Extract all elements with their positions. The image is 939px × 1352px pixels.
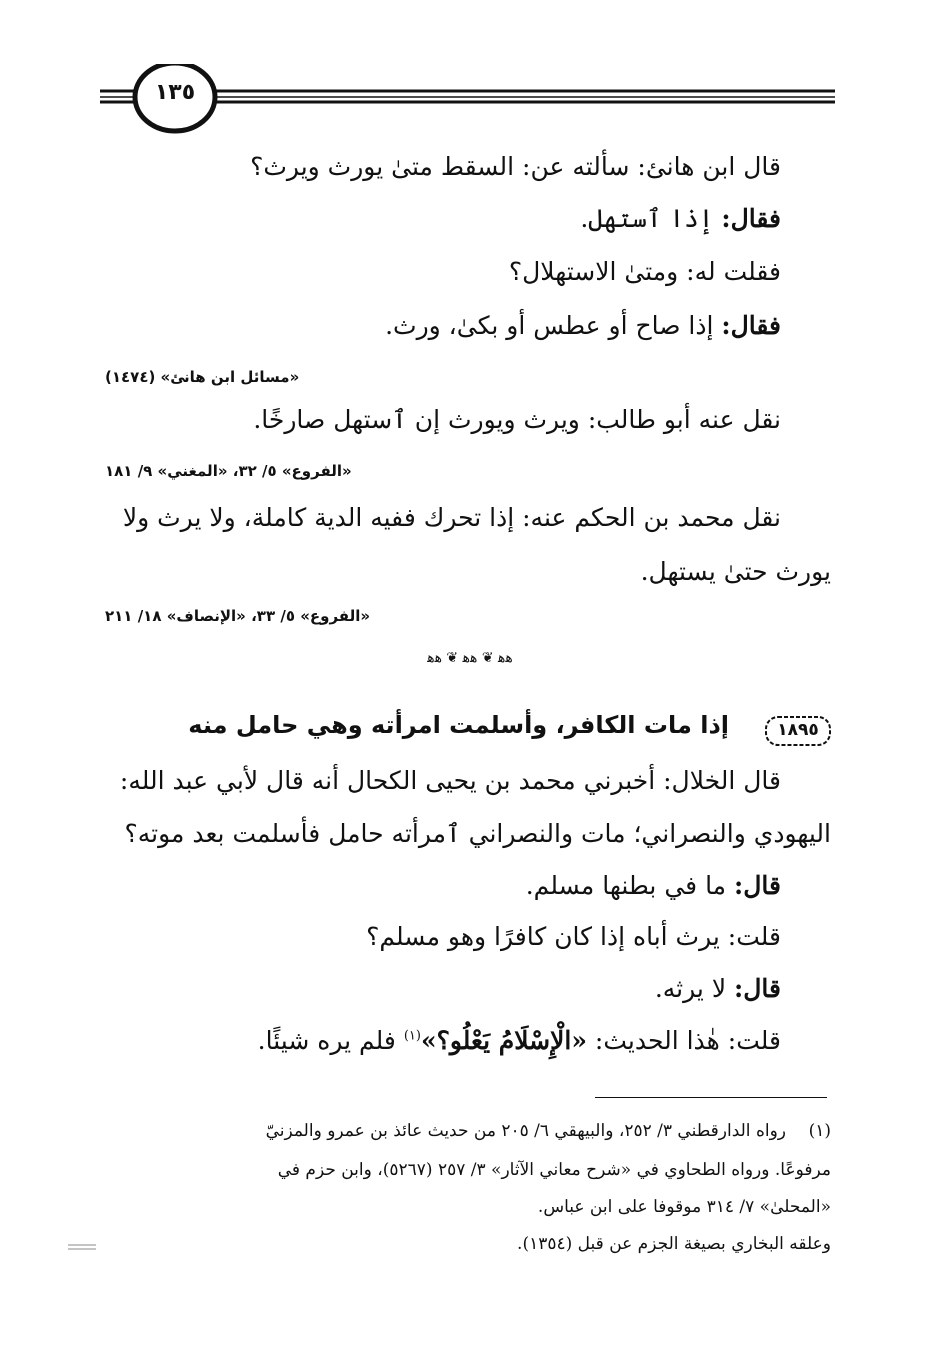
- section-title: إذا مات الكافر، وأسلمت امرأته وهي حامل منه: [188, 711, 729, 739]
- ornament-divider: ﻫﻫ ❦ ﻫﻫ ❦ ﻫﻫ: [427, 650, 513, 666]
- text-line: قال ابن هانئ: سألته عن: السقط متىٰ يورث ويرث؟: [250, 152, 781, 181]
- section-number: ١٨٩٥: [777, 720, 819, 740]
- section-number-badge: [763, 713, 833, 749]
- line-text: قلت: هٰذا الحديث:: [586, 1026, 781, 1055]
- speaker-label: فقال:: [721, 204, 781, 233]
- text-line: نقل محمد بن الحكم عنه: إذا تحرك ففيه الدية كاملة، ولا يرث ولا: [122, 503, 781, 532]
- footnote-line: وعلقه البخاري بصيغة الجزم عن قبل (١٣٥٤).: [517, 1234, 831, 1254]
- line-text: إذا صاح أو عطس أو بكىٰ، ورث.: [385, 311, 722, 340]
- line-text: فلم يره شيئًا.: [257, 1026, 404, 1055]
- text-line: قال الخلال: أخبرني محمد بن يحيى الكحال أنه قال لأبي عبد الله:: [119, 766, 781, 795]
- source-reference: «مسائل ابن هانئ» (١٤٧٤): [105, 368, 300, 386]
- footnote-line: مرفوعًا. ورواه الطحاوي في «شرح معاني الآثار» ٣/ ٢٥٧ (٥٢٦٧)، وابن حزم في: [277, 1160, 831, 1180]
- text-line: [526, 871, 781, 901]
- speaker-label: قال:: [734, 974, 781, 1003]
- text-line: [385, 311, 781, 341]
- text-line: فقلت له: ومتىٰ الاستهلال؟: [508, 257, 781, 286]
- page-number: ١٣٥: [154, 80, 196, 105]
- text-line: اليهودي والنصراني؛ مات والنصراني ٱمرأته حامل فأسلمت بعد موته؟: [124, 819, 831, 848]
- text-line: [655, 974, 781, 1004]
- hadith-quote: «الْإِسْلَامُ يَعْلُو؟»: [420, 1026, 587, 1055]
- text-line: [258, 1026, 781, 1056]
- line-text: إذا ٱستهل.: [580, 204, 722, 233]
- footnote-ref: (١): [403, 1028, 421, 1044]
- source-reference: «الفروع» ٥/ ٣٢، «المغني» ٩/ ١٨١: [105, 462, 352, 480]
- speaker-label: فقال:: [721, 311, 781, 340]
- text-line: قلت: يرث أباه إذا كان كافرًا وهو مسلم؟: [366, 922, 781, 951]
- footnote-line: «المحلىٰ» ٧/ ٣١٤ موقوفا على ابن عباس.: [537, 1197, 831, 1217]
- footnote-line: رواه الدارقطني ٣/ ٢٥٢، والبيهقي ٦/ ٢٠٥ من حديث عائذ بن عمرو والمزنيّ: [265, 1121, 786, 1141]
- text-line: يورث حتىٰ يستهل.: [640, 557, 831, 586]
- footnote-rule: [595, 1097, 827, 1098]
- margin-mark-icon: [68, 1243, 96, 1251]
- text-line: [580, 204, 781, 234]
- footnote-marker: (١): [808, 1121, 831, 1141]
- text-line: نقل عنه أبو طالب: ويرث ويورث إن ٱستهل صارخًا.: [253, 405, 781, 434]
- source-reference: «الفروع» ٥/ ٣٣، «الإنصاف» ١٨/ ٢١١: [105, 607, 371, 625]
- line-text: ما في بطنها مسلم.: [525, 871, 735, 900]
- line-text: لا يرثه.: [654, 974, 735, 1003]
- speaker-label: قال:: [734, 871, 781, 900]
